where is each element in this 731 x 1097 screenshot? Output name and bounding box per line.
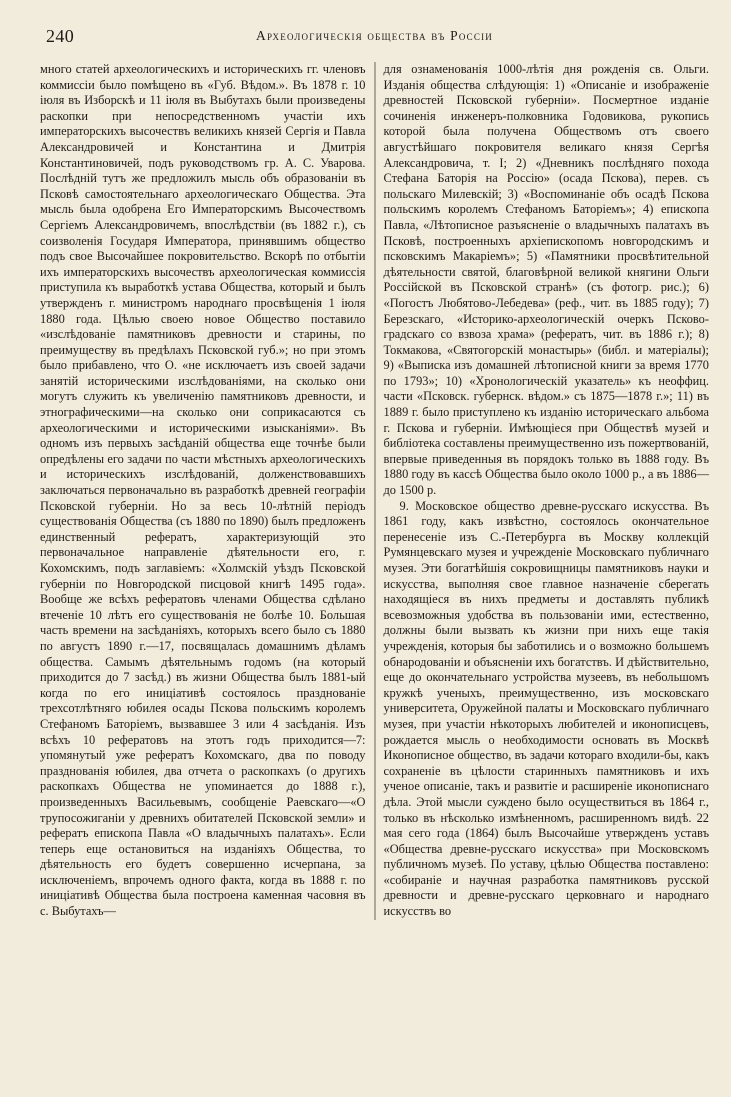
- right-column: [384, 62, 710, 920]
- column-divider: [374, 62, 375, 920]
- running-head: [40, 24, 709, 48]
- right-paragraph-2-moscow-society: 9. Московское общество древне-русскаго искусства. Въ 1861 году, какъ извѣстно, состоялось окончательное перенесеніе изъ С.-Петербурга въ Москву коллекцій Румянцевскаго музея и учрежденіе Московскаго публичнаго музея. Эти богатѣйшія сокровищницы памятниковъ науки и искусства, выполняя свое главное назначеніе сберегать находящіеся въ нихъ предметы и доставлять публикѣ всевозможныя удобства въ пользованіи ими, естественно, должны были вызвать къ жизни при нихъ еще такія учрежденія, которыя бы заботились и о возможно большемъ обнародованіи и объясненіи ихъ богатствъ. И дѣйствительно, еще до окончательнаго устройства музеевъ, въ небольшомъ кружкѣ ученыхъ, преимущественно, изъ московскаго университета, Оружейной палаты и Московскаго публичнаго музея, при участіи нѣкоторыхъ любителей и иконописцевъ, рождается мысль о необходимости основать въ Москвѣ Иконописное общество, въ задачи котораго входили-бы, какъ сохраненіе въ цѣлости старинныхъ памятниковъ и ихъ ученое описаніе, такъ и развитіе и расширеніе иконописнаго дѣла. Этой мысли суждено было осуществиться въ 1864 г., только въ нѣсколько измѣненномъ, расширенномъ видѣ. 22 мая сего года (1864) былъ Высочайше утвержденъ уставъ «Общества древне-русскаго искусства» при Московскомъ публичномъ музеѣ. По уставу, цѣлью Общества поставлено: «собираніе и научная разработка памятниковъ русской древности и древне-русскаго церковнаго и народнаго искусствъ во: [383, 498, 709, 919]
- page-number: 240: [46, 26, 75, 46]
- text-columns: [40, 62, 709, 920]
- left-paragraph-1: много статей археологическихъ и историческихъ гг. членовъ коммиссіи было помѣщено въ «Губ. Вѣдом.». Въ 1878 г. 10 іюля въ Изборскѣ и 11 іюля въ Выбутахъ были произведены раскопки при непосредственномъ участіи ихъ императорскихъ высочествъ великихъ князей Сергія и Павла Александровичей и Константина и Дмитрія Константиновичей, подъ руководствомъ гр. А. С. Уварова. Послѣдній тутъ же предложилъ мысль объ образованіи въ Псковѣ самостоятельнаго археологическаго Общества. Эта мысль была одобрена Его Императорскимъ Высочествомъ Сергіемъ Александровичемъ, впослѣдствіи (въ 1882 г.), съ соизволенія Государя Императора, принявшимъ общество подъ свое Высочайшее покровительство. Вскорѣ по отбытіи ихъ императорскихъ высочествъ археологическая коммиссія приступила къ выработкѣ устава Общества, который и былъ утвержденъ г. министромъ народнаго просвѣщенія 1 іюля 1880 года. Цѣлью своею новое Общество поставило «изслѣдованіе памятниковъ древности и старины, по преимуществу въ предѣлахъ Псковской губ.»; но при этомъ было прибавлено, что О. «не исключаетъ изъ своей задачи занятій историческими изслѣдованіями, на сколько они могутъ служить къ увеличенію памятниковъ древности, и этнографическими—на сколько они соприкасаются съ археологическими и историческими изысканіями». Въ одномъ изъ первыхъ засѣданій общества еще точнѣе были опредѣлены его задачи по части мѣстныхъ археологическихъ и историческихъ изслѣдованій, долженствовавшихъ заключаться первоначально въ разработкѣ древней географіи Псковской губерніи. Но за весь 10-лѣтній періодъ существованія Общества (съ 1880 по 1890) былъ предложенъ единственный рефератъ, характеризующій это первоначальное направленіе дѣятельности его, г. Кохомскимъ, подъ заглавіемъ: «Холмскій уѣздъ Псковской губерніи по Новгородской писцовой книгѣ 1495 года». Вообще же всѣхъ рефератовъ членами Общества сдѣлано втеченіе 10 лѣтъ его существованія не болѣе 10. Большая часть времени на засѣданіяхъ, которыхъ всего было съ 1880 по августъ 1890 г.—17, посвящалась домашнимъ дѣламъ общества. Самымъ дѣятельнымъ годомъ (на который приходится до 7 засѣд.) въ жизни Общества былъ 1881-ый когда по его иниціативѣ состоялось празднованіе трехсотлѣтняго юбилея осады Пскова польскимъ королемъ Стефаномъ Баторіемъ, вызвавшее 3 или 4 засѣданія. Изъ всѣхъ 10 рефератовъ на этотъ годъ приходится—7: упомянутый уже рефератъ Кохомскаго, два по поводу празднованія юбилея, два отчета о раскопкахъ (о другихъ раскопкахъ Общества не упоминается до 1888 г.), произведенныхъ Васильевымъ, сообщеніе Раевскаго—«О трупосожиганіи у древнихъ обитателей Псковской земли» и рефератъ епископа Павла «О владычныхъ палатахъ». Если теперь еще остановиться на изданіяхъ Общества, то дѣятельность его будетъ совершенно исчерпана, за исключеніемъ, впрочемъ одного факта, когда въ 1888 г. по иниціативѣ Общества была построена каменная часовня въ с. Выбутахъ—: [40, 62, 366, 919]
- right-paragraph-1: для ознаменованія 1000-лѣтія дня рожденія св. Ольги. Изданія общества слѣдующія: 1) «Описаніе и изображеніе древностей Псковской губерніи». Посмертное изданіе сочиненія инженеръ-полковника Годовикова, рукопись которой была получена Обществомъ отъ своего августѣйшаго покровителя великаго князя Сергѣя Александровича, т. I; 2) «Дневникъ послѣдняго похода Стефана Баторія на Россію» (осада Пскова), перев. съ польскаго Милевскій; 3) «Воспоминаніе объ осадѣ Пскова польскимъ королемъ Стефаномъ Баторіемъ»; 4) епископа Павла, «Лѣтописное разъясненіе о владычныхъ палатахъ въ Псковѣ, построенныхъ архіепископомъ новгородскимъ и псковскимъ Макаріемъ»; 5) «Памятники просвѣтительной дѣятельности святой, благовѣрной великой княгини Ольги Россійской въ Псковской странѣ» (съ фотогр. рис.); 6) «Погостъ Любятово-Лебедева» (реф., чит. въ 1885 году); 7) Березскаго, «Историко-археологическій очеркъ Псково-градскаго со взвоза храма» (рефератъ, чит. въ 1886 г.); 8) Токмакова, «Святогорскій монастырь» (библ. и матеріалы); 9) «Выписка изъ домашней лѣтописной книги за время 1770 по 1793»; 10) «Хронологическій указатель» къ неоффиц. части «Псковск. губернск. вѣдом.» съ 1875—1878 г.»; 11) въ 1889 г. было приступлено къ изданію историческаго альбома г. Пскова и губерніи. Имѣющіеся при Обществѣ музей и библіотека составлены преимущественно изъ пожертвованій, впервые приведенныя въ порядокъ только въ 1888 году. Въ 1880 году въ кассѣ Общества было около 1000 р., а въ 1886—до 1500 р.: [383, 62, 709, 498]
- running-title: Археологическія общества въ Россіи: [256, 28, 493, 43]
- left-column: [40, 62, 366, 920]
